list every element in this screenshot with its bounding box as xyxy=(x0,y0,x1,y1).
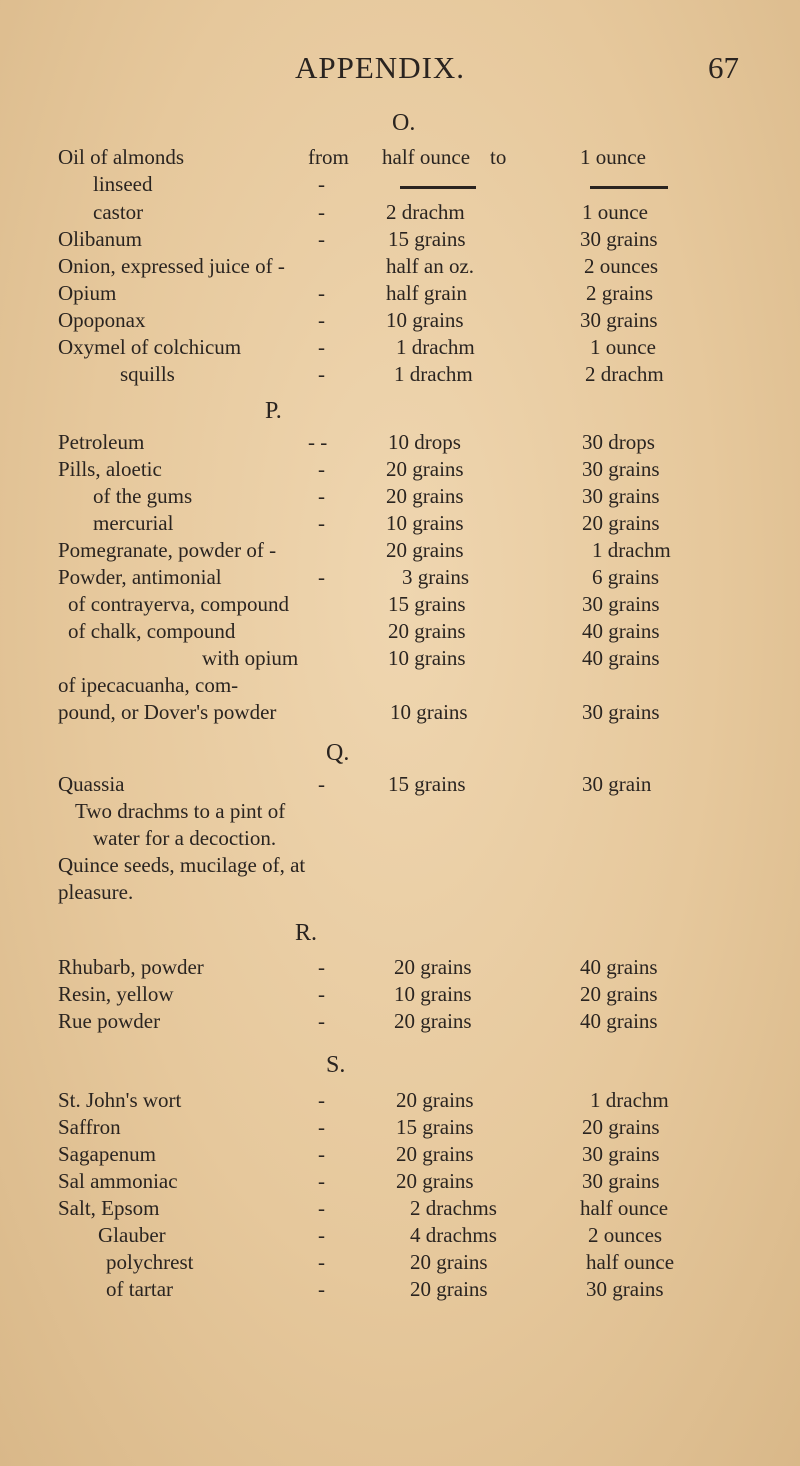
table-row xyxy=(0,592,800,622)
entry-name: mercurial xyxy=(93,511,174,535)
entry-name: Opium xyxy=(58,281,117,305)
dose-max: half ounce xyxy=(586,1250,675,1274)
dose-min: 1 drachm xyxy=(396,335,475,359)
table-row xyxy=(0,982,800,1012)
leader-dash: - xyxy=(318,308,325,332)
entry-name: pleasure. xyxy=(58,880,134,904)
entry-name: St. John's wort xyxy=(58,1088,182,1112)
dose-min: 20 grains xyxy=(396,1088,474,1112)
dose-min: 15 grains xyxy=(388,592,466,616)
dose-min: 15 grains xyxy=(388,227,466,251)
dose-min: 4 drachms xyxy=(410,1223,497,1247)
dose-max: 40 grains xyxy=(582,619,660,643)
table-row xyxy=(0,955,800,985)
decoction-note: water for a decoction. xyxy=(93,826,277,850)
ditto-rule xyxy=(590,186,668,189)
running-title: APPENDIX. xyxy=(295,50,466,85)
table-row xyxy=(0,700,800,730)
leader-dash: - xyxy=(318,200,325,224)
entry-name: Onion, expressed juice of - xyxy=(58,254,285,278)
dose-min: 10 drops xyxy=(388,430,461,454)
dose-max: 30 grains xyxy=(582,1169,660,1193)
dose-min: 1 drachm xyxy=(394,362,473,386)
leader-dash: - xyxy=(318,457,325,481)
dose-max: 30 grains xyxy=(586,1277,664,1301)
leader-dash: - xyxy=(318,511,325,535)
leader-dash: - xyxy=(318,1115,325,1139)
section-letter-s: S. xyxy=(326,1052,346,1078)
dose-min: 20 grains xyxy=(396,1142,474,1166)
dose-min: half grain xyxy=(386,281,468,305)
leader-dash: - xyxy=(318,955,325,979)
table-row xyxy=(0,619,800,649)
table-row xyxy=(0,772,800,802)
entry-name: Pomegranate, powder of - xyxy=(58,538,277,562)
entry-name: Rhubarb, powder xyxy=(58,955,204,979)
entry-name: Olibanum xyxy=(58,227,142,251)
leader-dash: - xyxy=(318,1250,325,1274)
entry-name: Glauber xyxy=(98,1223,166,1247)
dose-max: 1 ounce xyxy=(582,200,648,224)
table-row xyxy=(0,200,800,230)
leader-dash: - xyxy=(318,227,325,251)
dose-min: 15 grains xyxy=(396,1115,474,1139)
table-row xyxy=(0,430,800,460)
entry-name: Rue powder xyxy=(58,1009,161,1033)
leader-dash: - - xyxy=(308,430,328,454)
dose-max: 1 ounce xyxy=(590,335,656,359)
dose-max: half ounce xyxy=(580,1196,669,1220)
entry-name: Sagapenum xyxy=(58,1142,156,1166)
dose-min: 20 grains xyxy=(410,1250,488,1274)
dose-max: 2 ounces xyxy=(584,254,659,278)
table-row xyxy=(0,1250,800,1280)
dose-max: 30 drops xyxy=(582,430,655,454)
dose-max: 2 drachm xyxy=(585,362,664,386)
dose-min: 20 grains xyxy=(394,955,472,979)
leader-dash: - xyxy=(318,1277,325,1301)
dose-max: 30 grains xyxy=(580,308,658,332)
dose-min: 3 grains xyxy=(402,565,470,589)
table-row xyxy=(0,308,800,338)
leader-dash: - xyxy=(318,172,325,196)
section-letter-r: R. xyxy=(295,920,318,946)
section-letter-p: P. xyxy=(265,398,282,424)
leader-dash: - xyxy=(318,1142,325,1166)
leader-dash: - xyxy=(318,1196,325,1220)
entry-name: Quince seeds, mucilage of, at xyxy=(58,853,306,877)
dose-max: 40 grains xyxy=(580,955,658,979)
entry-name: of contrayerva, compound xyxy=(68,592,290,616)
dose-max: 30 grains xyxy=(582,592,660,616)
table-row xyxy=(0,1196,800,1226)
leader-dash: - xyxy=(318,1009,325,1033)
entry-name: polychrest xyxy=(106,1250,194,1274)
leader-dash: - xyxy=(318,1088,325,1112)
dose-min: 10 grains xyxy=(390,700,468,724)
entry-name: Petroleum xyxy=(58,430,145,454)
table-row xyxy=(0,1088,800,1118)
table-row xyxy=(0,227,800,257)
entry-name: Quassia xyxy=(58,772,125,796)
ditto-rule xyxy=(400,186,476,189)
dose-min: 20 grains xyxy=(396,1169,474,1193)
entry-name: with opium xyxy=(202,646,299,670)
dose-min: 10 grains xyxy=(388,646,466,670)
dose-min: 20 grains xyxy=(386,457,464,481)
entry-name: castor xyxy=(93,200,144,224)
dose-max: 40 grains xyxy=(580,1009,658,1033)
dose-max: 30 grains xyxy=(582,700,660,724)
leader-dash: - xyxy=(318,281,325,305)
table-row xyxy=(0,254,800,284)
dose-min: 20 grains xyxy=(386,484,464,508)
table-row xyxy=(0,281,800,311)
dose-max: 2 grains xyxy=(586,281,654,305)
entry-name: Sal ammoniac xyxy=(58,1169,178,1193)
dose-max: 20 grains xyxy=(582,511,660,535)
entry-name: of tartar xyxy=(106,1277,174,1301)
table-row xyxy=(0,362,800,392)
dose-max: 6 grains xyxy=(592,565,660,589)
dose-max: 40 grains xyxy=(582,646,660,670)
table-row xyxy=(0,1142,800,1172)
dose-min: 20 grains xyxy=(388,619,466,643)
entry-name: of chalk, compound xyxy=(68,619,236,643)
dose-min: 10 grains xyxy=(386,511,464,535)
dose-min: 10 grains xyxy=(394,982,472,1006)
entry-name: of the gums xyxy=(93,484,193,508)
entry-name: of ipecacuanha, com- xyxy=(58,673,239,697)
dose-max: 30 grains xyxy=(582,1142,660,1166)
table-row xyxy=(0,145,800,175)
dose-min: 2 drachms xyxy=(410,1196,497,1220)
dose-max: 1 drachm xyxy=(592,538,671,562)
table-row xyxy=(0,565,800,595)
table-row xyxy=(0,1009,800,1039)
table-row xyxy=(0,538,800,568)
entry-name: squills xyxy=(120,362,175,386)
entry-name: linseed xyxy=(93,172,153,196)
entry-name: Salt, Epsom xyxy=(58,1196,160,1220)
dose-max: 20 grains xyxy=(582,1115,660,1139)
table-row xyxy=(0,484,800,514)
entry-name: Oxymel of colchicum xyxy=(58,335,242,359)
dose-max: 30 grains xyxy=(580,227,658,251)
entry-name: Powder, antimonial xyxy=(58,565,222,589)
leader-dash: - xyxy=(318,484,325,508)
range-to-word: to xyxy=(490,145,507,169)
table-row xyxy=(0,1169,800,1199)
dose-max: 1 ounce xyxy=(580,145,646,169)
dose-min: half ounce xyxy=(382,145,471,169)
dose-max: 2 ounces xyxy=(588,1223,663,1247)
dose-min: 15 grains xyxy=(388,772,466,796)
leader-dash: - xyxy=(318,982,325,1006)
page-number: 67 xyxy=(708,50,739,85)
table-row xyxy=(0,646,800,676)
table-row xyxy=(0,457,800,487)
page-header xyxy=(0,50,800,100)
table-row xyxy=(0,1223,800,1253)
table-row xyxy=(0,1115,800,1145)
dose-min: 10 grains xyxy=(386,308,464,332)
leader-dash: - xyxy=(318,772,325,796)
leader-dash: - xyxy=(318,565,325,589)
entry-name: Saffron xyxy=(58,1115,121,1139)
dose-max: 30 grain xyxy=(582,772,652,796)
dose-max: 30 grains xyxy=(582,457,660,481)
dose-min: half an oz. xyxy=(386,254,475,278)
dose-min: 20 grains xyxy=(410,1277,488,1301)
dose-max: 1 drachm xyxy=(590,1088,669,1112)
leader-dash: - xyxy=(318,1223,325,1247)
entry-name: pound, or Dover's powder xyxy=(58,700,277,724)
dose-max: 20 grains xyxy=(580,982,658,1006)
leader-dash: - xyxy=(318,1169,325,1193)
section-letter-q: Q. xyxy=(326,740,350,766)
entry-name: Opoponax xyxy=(58,308,146,332)
decoction-note: Two drachms to a pint of xyxy=(75,799,286,823)
dose-min: 20 grains xyxy=(386,538,464,562)
entry-name: Oil of almonds xyxy=(58,145,184,169)
section-letter-o: O. xyxy=(392,110,416,136)
dose-min: 20 grains xyxy=(394,1009,472,1033)
entry-name: Resin, yellow xyxy=(58,982,174,1006)
table-row xyxy=(0,335,800,365)
dose-min: 2 drachm xyxy=(386,200,465,224)
leader-dash: - xyxy=(318,335,325,359)
leader-dash: - xyxy=(318,362,325,386)
table-row xyxy=(0,511,800,541)
range-from-word: from xyxy=(308,145,349,169)
table-row xyxy=(0,1277,800,1307)
dose-max: 30 grains xyxy=(582,484,660,508)
entry-name: Pills, aloetic xyxy=(58,457,162,481)
